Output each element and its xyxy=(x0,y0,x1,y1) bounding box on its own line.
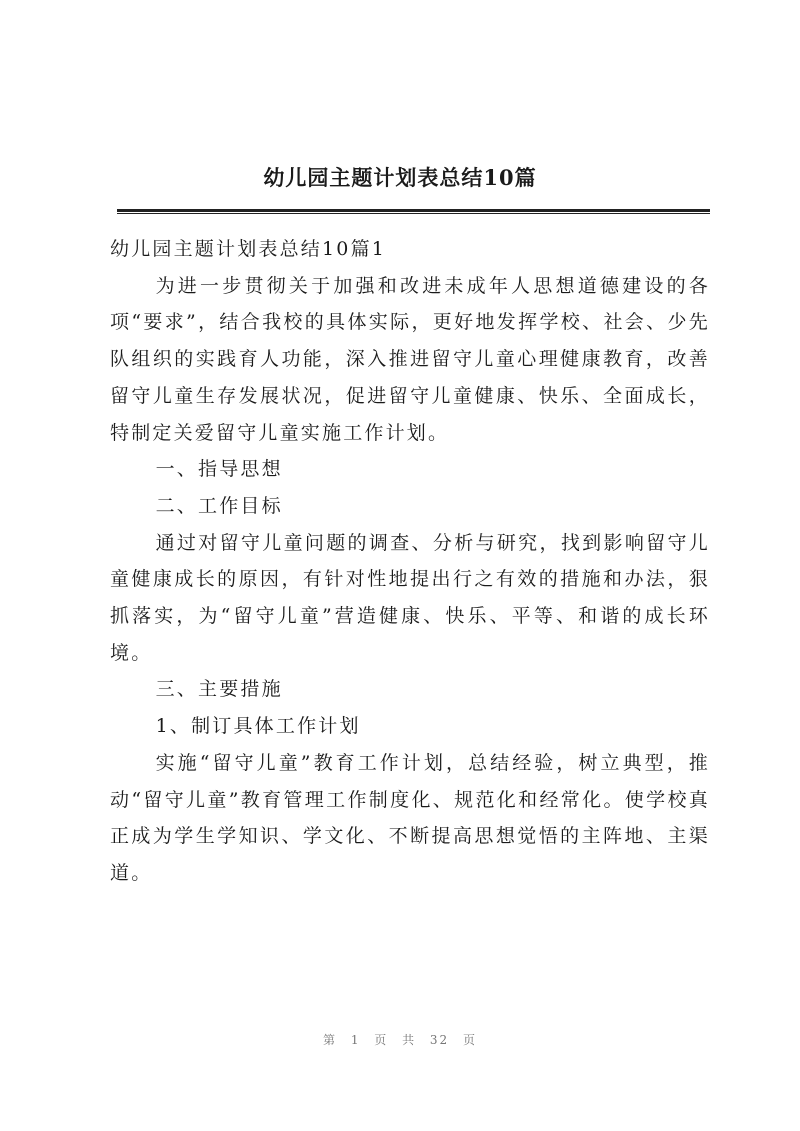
paragraph-goals: 通过对留守儿童问题的调查、分析与研究，找到影响留守儿童健康成长的原因，有针对性地提出行之有效的措施和办法，狠抓落实，为“留守儿童”营造健康、快乐、平等、和谐的成长环境。 xyxy=(110,531,710,664)
title-divider xyxy=(117,209,710,214)
heading-main-measures: 三、主要措施 xyxy=(155,678,283,701)
paragraph-measure-1: 实施“留守儿童”教育工作计划，总结经验，树立典型，推动“留守儿童”教育管理工作制度化、规范化和经常化。使学校真正成为学生学知识、学文化、不断提高思想觉悟的主阵地、主渠道。 xyxy=(110,751,710,884)
document-body xyxy=(110,231,710,892)
heading-measure-1: 1、制订具体工作计划 xyxy=(155,715,361,738)
document-title: 幼儿园主题计划表总结10篇 xyxy=(263,165,537,190)
paragraph-intro: 为进一步贯彻关于加强和改进未成年人思想道德建设的各项“要求”，结合我校的具体实际，更好地发挥学校、社会、少先队组织的实践育人功能，深入推进留守儿童心理健康教育，改善留守儿童生存发展状况，促进留守儿童健康、快乐、全面成长，特制定关爱留守儿童实施工作计划。 xyxy=(110,274,710,444)
heading-guiding-thought: 一、指导思想 xyxy=(155,458,283,481)
section-heading: 幼儿园主题计划表总结10篇1 xyxy=(110,238,387,260)
heading-work-goals: 二、工作目标 xyxy=(155,494,283,517)
page-footer: 第 1 页 共 32 页 xyxy=(323,1033,477,1047)
